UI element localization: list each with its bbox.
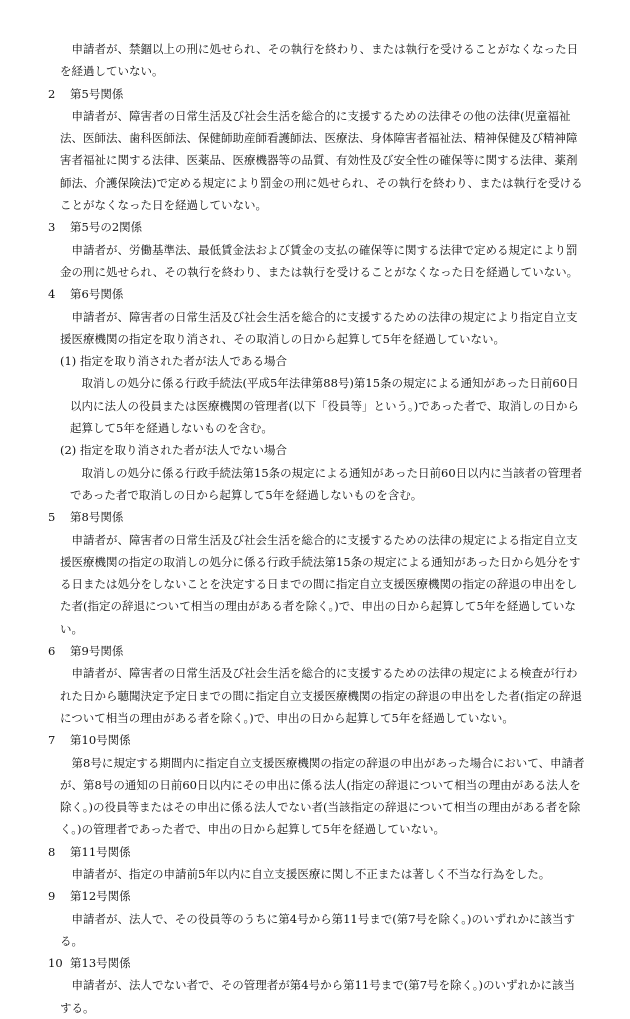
section-heading-3: [48, 216, 586, 238]
section-heading-7: [48, 729, 586, 751]
paragraph-item-10-body: 申請者が、法人でない者で、その管理者が第4号から第11号まで(第7号を除く。)のいずれかに該当する。: [60, 978, 576, 1015]
paragraph-item-8-body: 申請者が、指定の申請前5年以内に自立支援医療に関し不正または著しく不当な行為をした。: [71, 866, 551, 881]
section-title: 第12号関係: [70, 889, 131, 904]
section-title: 第8号関係: [70, 510, 124, 525]
subsection-heading-1: (1) 指定を取り消された者が法人である場合: [60, 354, 287, 369]
section-number: 7: [48, 733, 56, 748]
subsection-heading-2: (2) 指定を取り消された者が法人でない場合: [60, 443, 287, 458]
section-heading-2: [48, 83, 586, 105]
section-number: 8: [48, 844, 56, 859]
section-heading-6: [48, 640, 586, 662]
subsection-body-2: 取消しの処分に係る行政手続法第15条の規定による通知があった日前60日以内に当該者の管理者であった者で取消しの日から起算して5年を経過しないものを含む。: [70, 465, 583, 502]
section-number: 5: [48, 510, 56, 525]
section-title: 第11号関係: [70, 844, 131, 859]
section-number: 4: [48, 287, 56, 302]
paragraph-item-9-body: 申請者が、法人で、その役員等のうちに第4号から第11号まで(第7号を除く。)のいずれかに該当する。: [60, 911, 576, 948]
section-heading-4: [48, 283, 586, 305]
section-title: 第9号関係: [70, 644, 124, 659]
section-title: 第5号の2関係: [70, 220, 143, 235]
section-heading-8: [48, 841, 586, 863]
section-heading-10: [48, 952, 586, 974]
section-title: 第13号関係: [70, 956, 131, 971]
section-heading-9: [48, 885, 586, 907]
section-heading-5: [48, 506, 586, 528]
paragraph-item-4-body: 申請者が、障害者の日常生活及び社会生活を総合的に支援するための法律の規定により指定自立支援医療機関の指定を取り消され、その取消しの日から起算して5年を経過していない。: [60, 309, 578, 346]
paragraph-item-7-body: 第8号に規定する期間内に指定自立支援医療機関の指定の辞退の申出があった場合において、申請者が、第8号の通知の日前60日以内にその申出に係る法人(指定の辞退について相当の理由がある法人を除く。)の役員等またはその申出に係る法人でない者(当該指定の辞退について相当の理由がある者を除く。)の管理者であった者で、申出の日から起算して5年を経過していない。: [60, 755, 585, 837]
section-number: 10: [48, 956, 63, 971]
section-title: 第10号関係: [70, 733, 131, 748]
subsection-body-1: 取消しの処分に係る行政手続法(平成5年法律第88号)第15条の規定による通知があった日前60日以内に法人の役員または医療機関の管理者(以下「役員等」という。)であった者で、取消しの日から起算して5年を経過しないものを含む。: [70, 376, 579, 436]
paragraph-item-3-body: 申請者が、労働基準法、最低賃金法および賃金の支払の確保等に関する法律で定める規定により罰金の刑に処せられ、その執行を終わり、または執行を受けることがなくなった日を経過していない。: [60, 242, 579, 279]
section-number: 9: [48, 889, 56, 904]
section-number: 2: [48, 86, 56, 101]
paragraph-item-6-body: 申請者が、障害者の日常生活及び社会生活を総合的に支援するための法律の規定による検査が行われた日から聴聞決定予定日までの間に指定自立支援医療機関の指定の辞退の申出をした者(指定の辞退について相当の理由がある者を除く。)で、申出の日から起算して5年を経過していない。: [60, 666, 582, 725]
paragraph-item-1-body: 申請者が、禁錮以上の刑に処せられ、その執行を終わり、または執行を受けることがなくなった日を経過していない。: [60, 42, 579, 79]
section-number: 3: [48, 220, 56, 235]
section-number: 6: [48, 644, 56, 659]
paragraph-item-2-body: 申請者が、障害者の日常生活及び社会生活を総合的に支援するための法律その他の法律(児童福祉法、医師法、歯科医師法、保健師助産師看護師法、医療法、身体障害者福祉法、精神保健及び精神障害者福祉に関する法律、医薬品、医療機器等の品質、有効性及び安全性の確保等に関する法律、薬剤師法、介護保険法)で定める規定により罰金の刑に処せられ、その執行を終わり、または執行を受けることがなくなった日を経過していない。: [60, 108, 583, 213]
paragraph-item-5-body: 申請者が、障害者の日常生活及び社会生活を総合的に支援するための法律の規定による指定自立支援医療機関の指定の取消しの処分に係る行政手続法第15条の規定による通知があった日から処分をする日または処分をしないことを決定する日までの間に指定自立支援医療機関の指定の辞退の申出をした者(指定の辞退について相当の理由がある者を除く。)で、申出の日から起算して5年を経過していない。: [60, 532, 581, 636]
section-title: 第5号関係: [70, 86, 124, 101]
section-title: 第6号関係: [70, 287, 124, 302]
